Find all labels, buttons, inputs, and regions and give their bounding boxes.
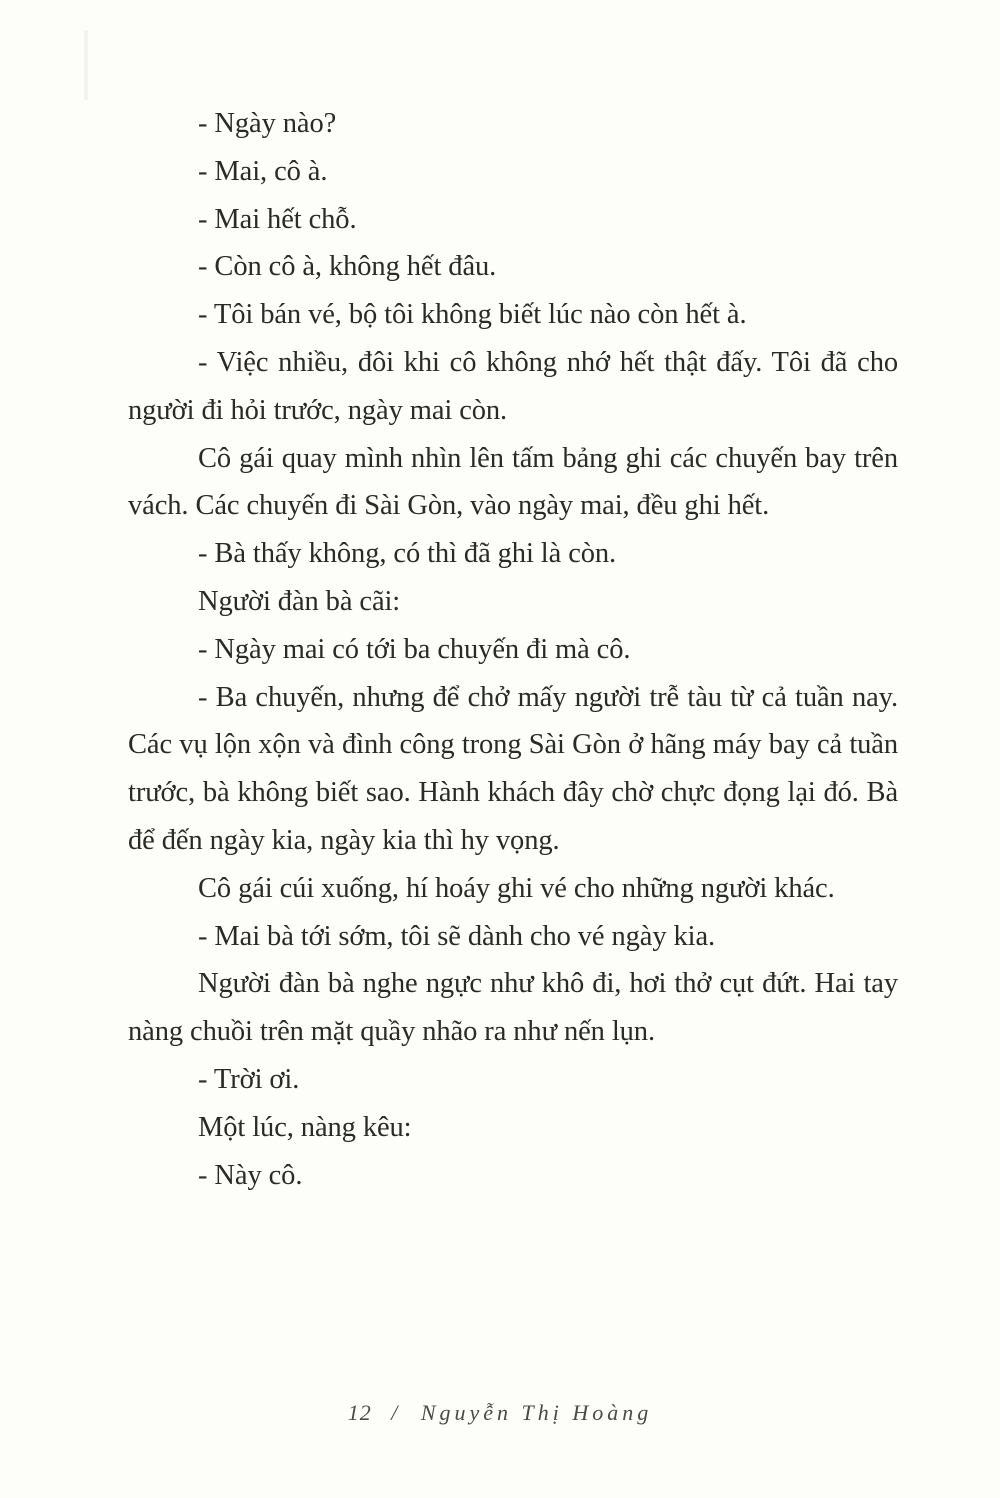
paragraph: - Tôi bán vé, bộ tôi không biết lúc nào còn hết à. <box>198 299 747 331</box>
paragraph: - Còn cô à, không hết đâu. <box>198 251 497 283</box>
footer-author: Nguyễn Thị Hoàng <box>420 1400 653 1425</box>
paragraph: - Mai hết chỗ. <box>198 203 357 235</box>
page-footer <box>0 1400 1000 1426</box>
paragraph: - Mai bà tới sớm, tôi sẽ dành cho vé ngày kia. <box>198 920 716 952</box>
paragraph: - Ba chuyến, nhưng để chở mấy người trễ tàu từ cả tuần nay. Các vụ lộn xộn và đình công trong Sài Gòn ở hãng máy bay cả tuần trước, bà không biết sao. Hành khách đây chờ chực đọng lại đó. Bà để đến ngày kia, ngày kia thì hy vọng. <box>128 681 898 856</box>
paragraph: - Bà thấy không, có thì đã ghi là còn. <box>198 538 617 570</box>
paragraph: - Ngày mai có tới ba chuyến đi mà cô. <box>198 633 631 665</box>
paragraph: Một lúc, nàng kêu: <box>198 1111 412 1143</box>
scan-gutter-shadow <box>84 30 88 100</box>
footer-separator: / <box>391 1400 402 1425</box>
body-text <box>128 100 898 1199</box>
paragraph: - Việc nhiều, đôi khi cô không nhớ hết thật đấy. Tôi đã cho người đi hỏi trước, ngày mai còn. <box>128 346 898 426</box>
paragraph: - Trời ơi. <box>198 1063 300 1095</box>
paragraph: - Mai, cô à. <box>198 155 328 187</box>
paragraph: - Này cô. <box>198 1159 303 1191</box>
paragraph: Cô gái cúi xuống, hí hoáy ghi vé cho những người khác. <box>198 872 835 904</box>
paragraph: Người đàn bà nghe ngực như khô đi, hơi thở cụt đứt. Hai tay nàng chuồi trên mặt quầy nhão ra như nến lụn. <box>128 968 898 1048</box>
paragraph: - Ngày nào? <box>198 108 337 139</box>
paragraph: Cô gái quay mình nhìn lên tấm bảng ghi các chuyến bay trên vách. Các chuyến đi Sài Gòn, vào ngày mai, đều ghi hết. <box>128 442 898 522</box>
page-number: 12 <box>347 1400 372 1425</box>
paragraph: Người đàn bà cãi: <box>198 585 401 617</box>
